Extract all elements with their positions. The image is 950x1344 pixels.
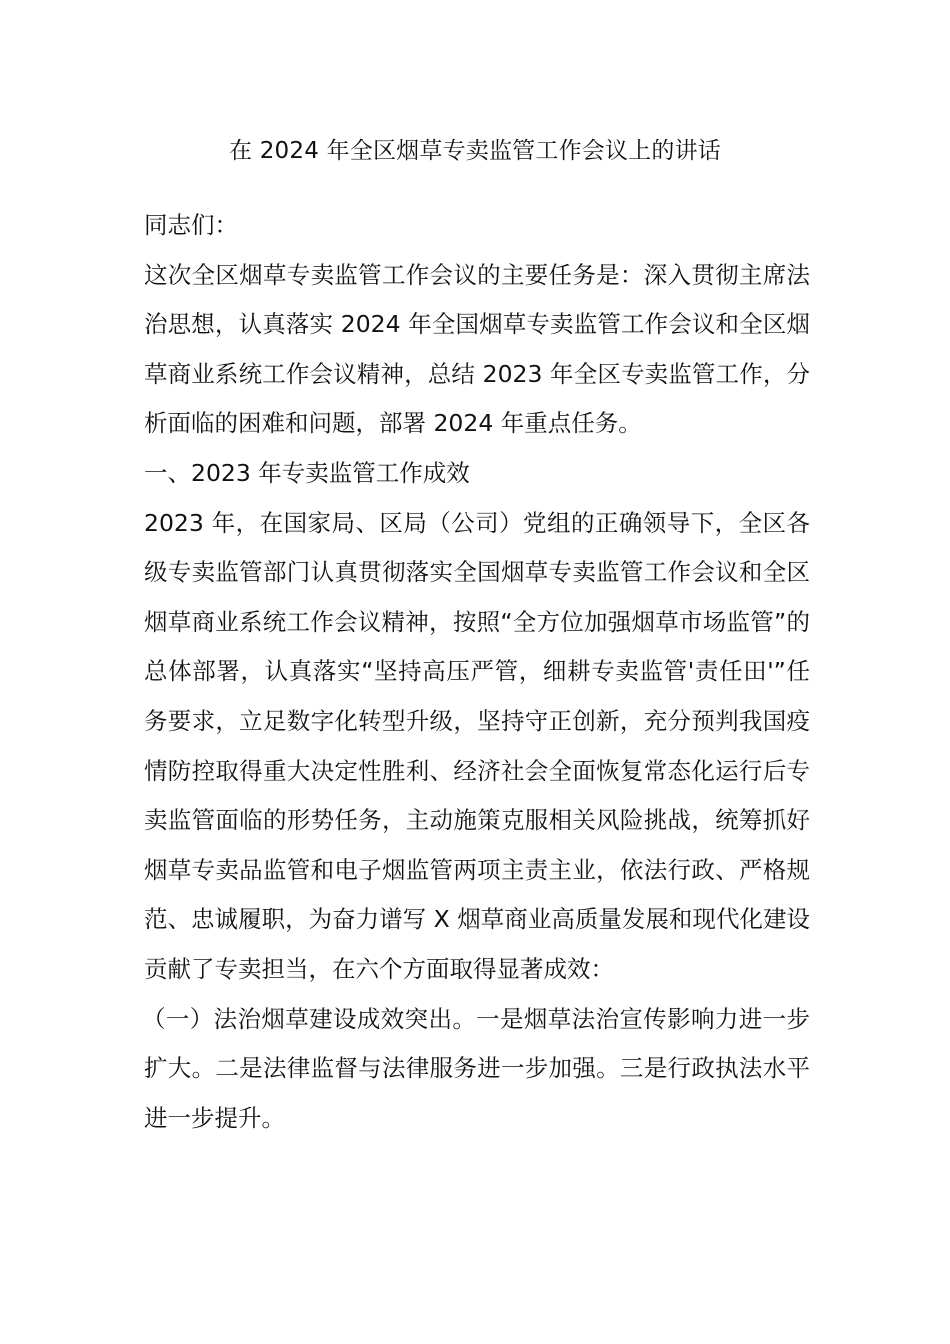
document-title: 在 2024 年全区烟草专卖监管工作会议上的讲话 [229,138,721,164]
document-body [144,201,810,1143]
paragraph-intro: 这次全区烟草专卖监管工作会议的主要任务是：深入贯彻主席法治思想，认真落实 2024 年全国烟草专卖监管工作会议和全区烟草商业系统工作会议精神，总结 2023 年全区专卖监管工作，分析面临的困难和问题，部署 2024 年重点任务。 [144,260,810,438]
salutation: 同志们： [144,211,238,239]
paragraph-achievements: 2023 年，在国家局、区局（公司）党组的正确领导下，全区各级专卖监管部门认真贯彻落实全国烟草专卖监管工作会议和全区烟草商业系统工作会议精神，按照“全方位加强烟草市场监管”的总体部署，认真落实“坚持高压严管，细耕专卖监管'责任田'”任务要求，立足数字化转型升级，坚持守正创新，充分预判我国疫情防控取得重大决定性胜利、经济社会全面恢复常态化运行后专卖监管面临的形势任务，主动施策克服相关风险挑战，统筹抓好烟草专卖品监管和电子烟监管两项主责主业，依法行政、严格规范、忠诚履职，为奋力谱写 X 烟草商业高质量发展和现代化建设贡献了专卖担当，在六个方面取得显著成效： [144,508,810,983]
section-heading: 一、2023 年专卖监管工作成效 [144,458,470,487]
paragraph-subsection-1: （一）法治烟草建设成效突出。一是烟草法治宣传影响力进一步扩大。二是法律监督与法律服务进一步加强。三是行政执法水平进一步提升。 [142,1004,810,1132]
